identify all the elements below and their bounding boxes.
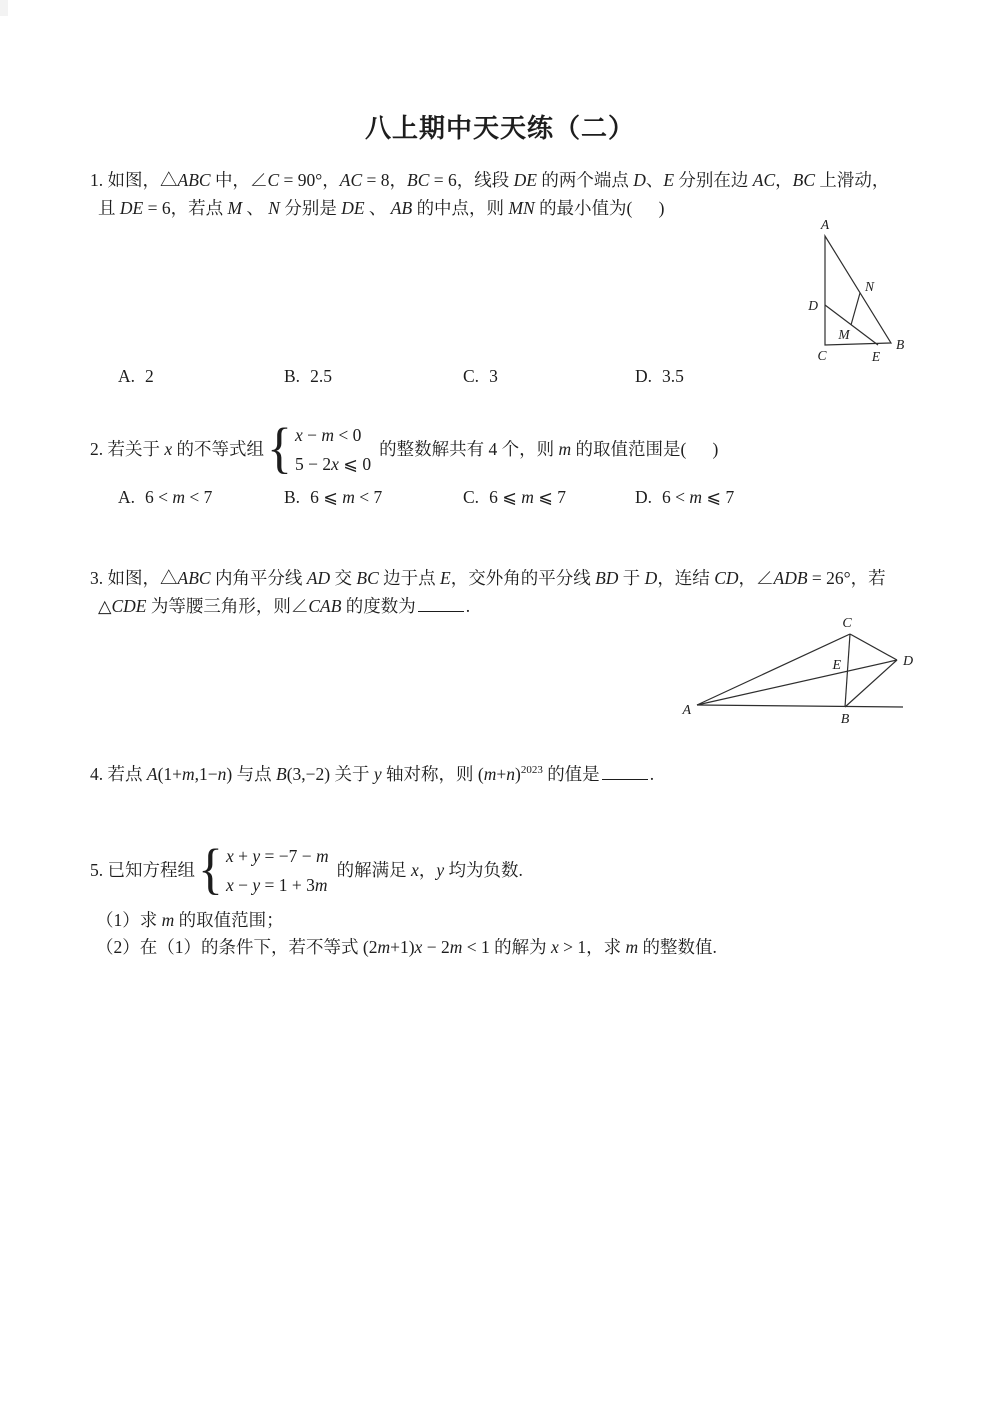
inequality-2: 5 − 2x ⩽ 0 [295, 453, 372, 474]
option-d-value: 6 < m ⩽ 7 [662, 487, 735, 507]
equation-1: x + y = −7 − m [225, 845, 329, 866]
option-a-value: 2 [145, 366, 154, 386]
problem-1-line-1: 1. 如图，△ABC 中，∠C = 90°，AC = 8，BC = 6，线段 DE 的两个端点 D、E 分别在边 AC，BC 上滑动， [90, 170, 890, 190]
point-label-a: A [682, 703, 691, 718]
problem-4: 4. 若点 A(1+m,1−n) 与点 B(3,−2) 关于 y 轴对称，则 $(m+n)^{2023}$ 的值是 . [90, 764, 655, 784]
inequality-1: x − m < 0 [295, 424, 362, 445]
option-a [118, 483, 284, 511]
option-b-value: 6 ⩽ m < 7 [310, 487, 383, 507]
inequality-system [267, 417, 372, 480]
figure-problem-1 [788, 214, 918, 372]
problem-1 [90, 166, 889, 222]
problem-1-line-2: 且 DE = 6，若点 M 、 N 分别是 DE 、 AB 的中点，则 MN 的最小值为( ) [98, 198, 665, 218]
left-brace: { [198, 838, 223, 901]
option-d-value: 3.5 [662, 366, 684, 386]
option-c-value: 3 [489, 366, 498, 386]
option-b-value: 2.5 [310, 366, 332, 386]
segment-bd [845, 660, 897, 707]
problem-1-options [118, 362, 684, 390]
problem-2-prefix: 2. 若关于 x 的不等式组 [90, 439, 265, 459]
problem-5 [90, 838, 523, 902]
problem-5-suffix: 的解满足 x，y 均为负数. [336, 860, 523, 880]
option-c [463, 483, 635, 511]
option-b-label: B. [284, 366, 301, 386]
equation-2: x − y = 1 + 3m [225, 874, 328, 895]
point-label-e: E [871, 349, 881, 364]
problem-2 [90, 418, 718, 480]
problem-3-line-1: 3. 如图，△ABC 内角平分线 AD 交 BC 边于点 E，交外角的平分线 BD 于 D，连结 CD，∠ADB = 26°，若 [90, 568, 886, 588]
point-label-a: A [820, 217, 830, 232]
option-d [635, 483, 734, 511]
scan-artifact [0, 0, 8, 16]
problem-5-prefix: 5. 已知方程组 [90, 860, 195, 880]
triangle-abc [825, 236, 891, 345]
equation-system [198, 838, 329, 901]
point-label-c: C [842, 616, 852, 631]
problem-2-options [118, 483, 734, 511]
option-b-label: B. [284, 487, 301, 507]
option-c-label: C. [463, 366, 480, 386]
point-label-d: D [808, 298, 818, 313]
problem-2-suffix: 的整数解共有 4 个，则 m 的取值范围是( ) [379, 439, 719, 459]
point-label-e: E [832, 658, 841, 673]
segment-mn [851, 293, 860, 325]
option-c [463, 362, 635, 390]
left-brace: { [267, 417, 292, 480]
page-title: 八上期中天天练（二） [364, 114, 635, 143]
point-label-c: C [817, 348, 827, 363]
point-label-n: N [865, 279, 875, 294]
segment-cd [850, 634, 897, 660]
option-d-label: D. [635, 487, 653, 507]
option-b [284, 362, 463, 390]
problem-5-part-2: （2）在（1）的条件下，若不等式 (2m+1)x − 2m < 1 的解为 x > 1，求 m 的整数值. [96, 937, 717, 957]
option-b [284, 483, 463, 511]
option-c-value: 6 ⩽ m ⩽ 7 [489, 487, 567, 507]
segment-ad [697, 660, 897, 705]
point-label-d: D [903, 654, 914, 669]
point-label-m: M [838, 327, 850, 342]
figure-problem-3 [645, 612, 945, 747]
option-a-label: A. [118, 487, 136, 507]
option-a-label: A. [118, 366, 136, 386]
problem-3-line-2: △CDE 为等腰三角形，则∠CAB 的度数为 . [98, 596, 471, 616]
option-a [118, 362, 284, 390]
segment-ac [697, 634, 850, 705]
base-line-ab-extended [697, 705, 903, 707]
option-d [635, 362, 684, 390]
option-d-label: D. [635, 366, 653, 386]
problem-5-part-1: （1）求 m 的取值范围； [96, 910, 284, 930]
point-label-b: B [896, 337, 905, 352]
option-a-value: 6 < m < 7 [145, 487, 213, 507]
option-c-label: C. [463, 487, 480, 507]
point-label-b: B [840, 712, 850, 727]
